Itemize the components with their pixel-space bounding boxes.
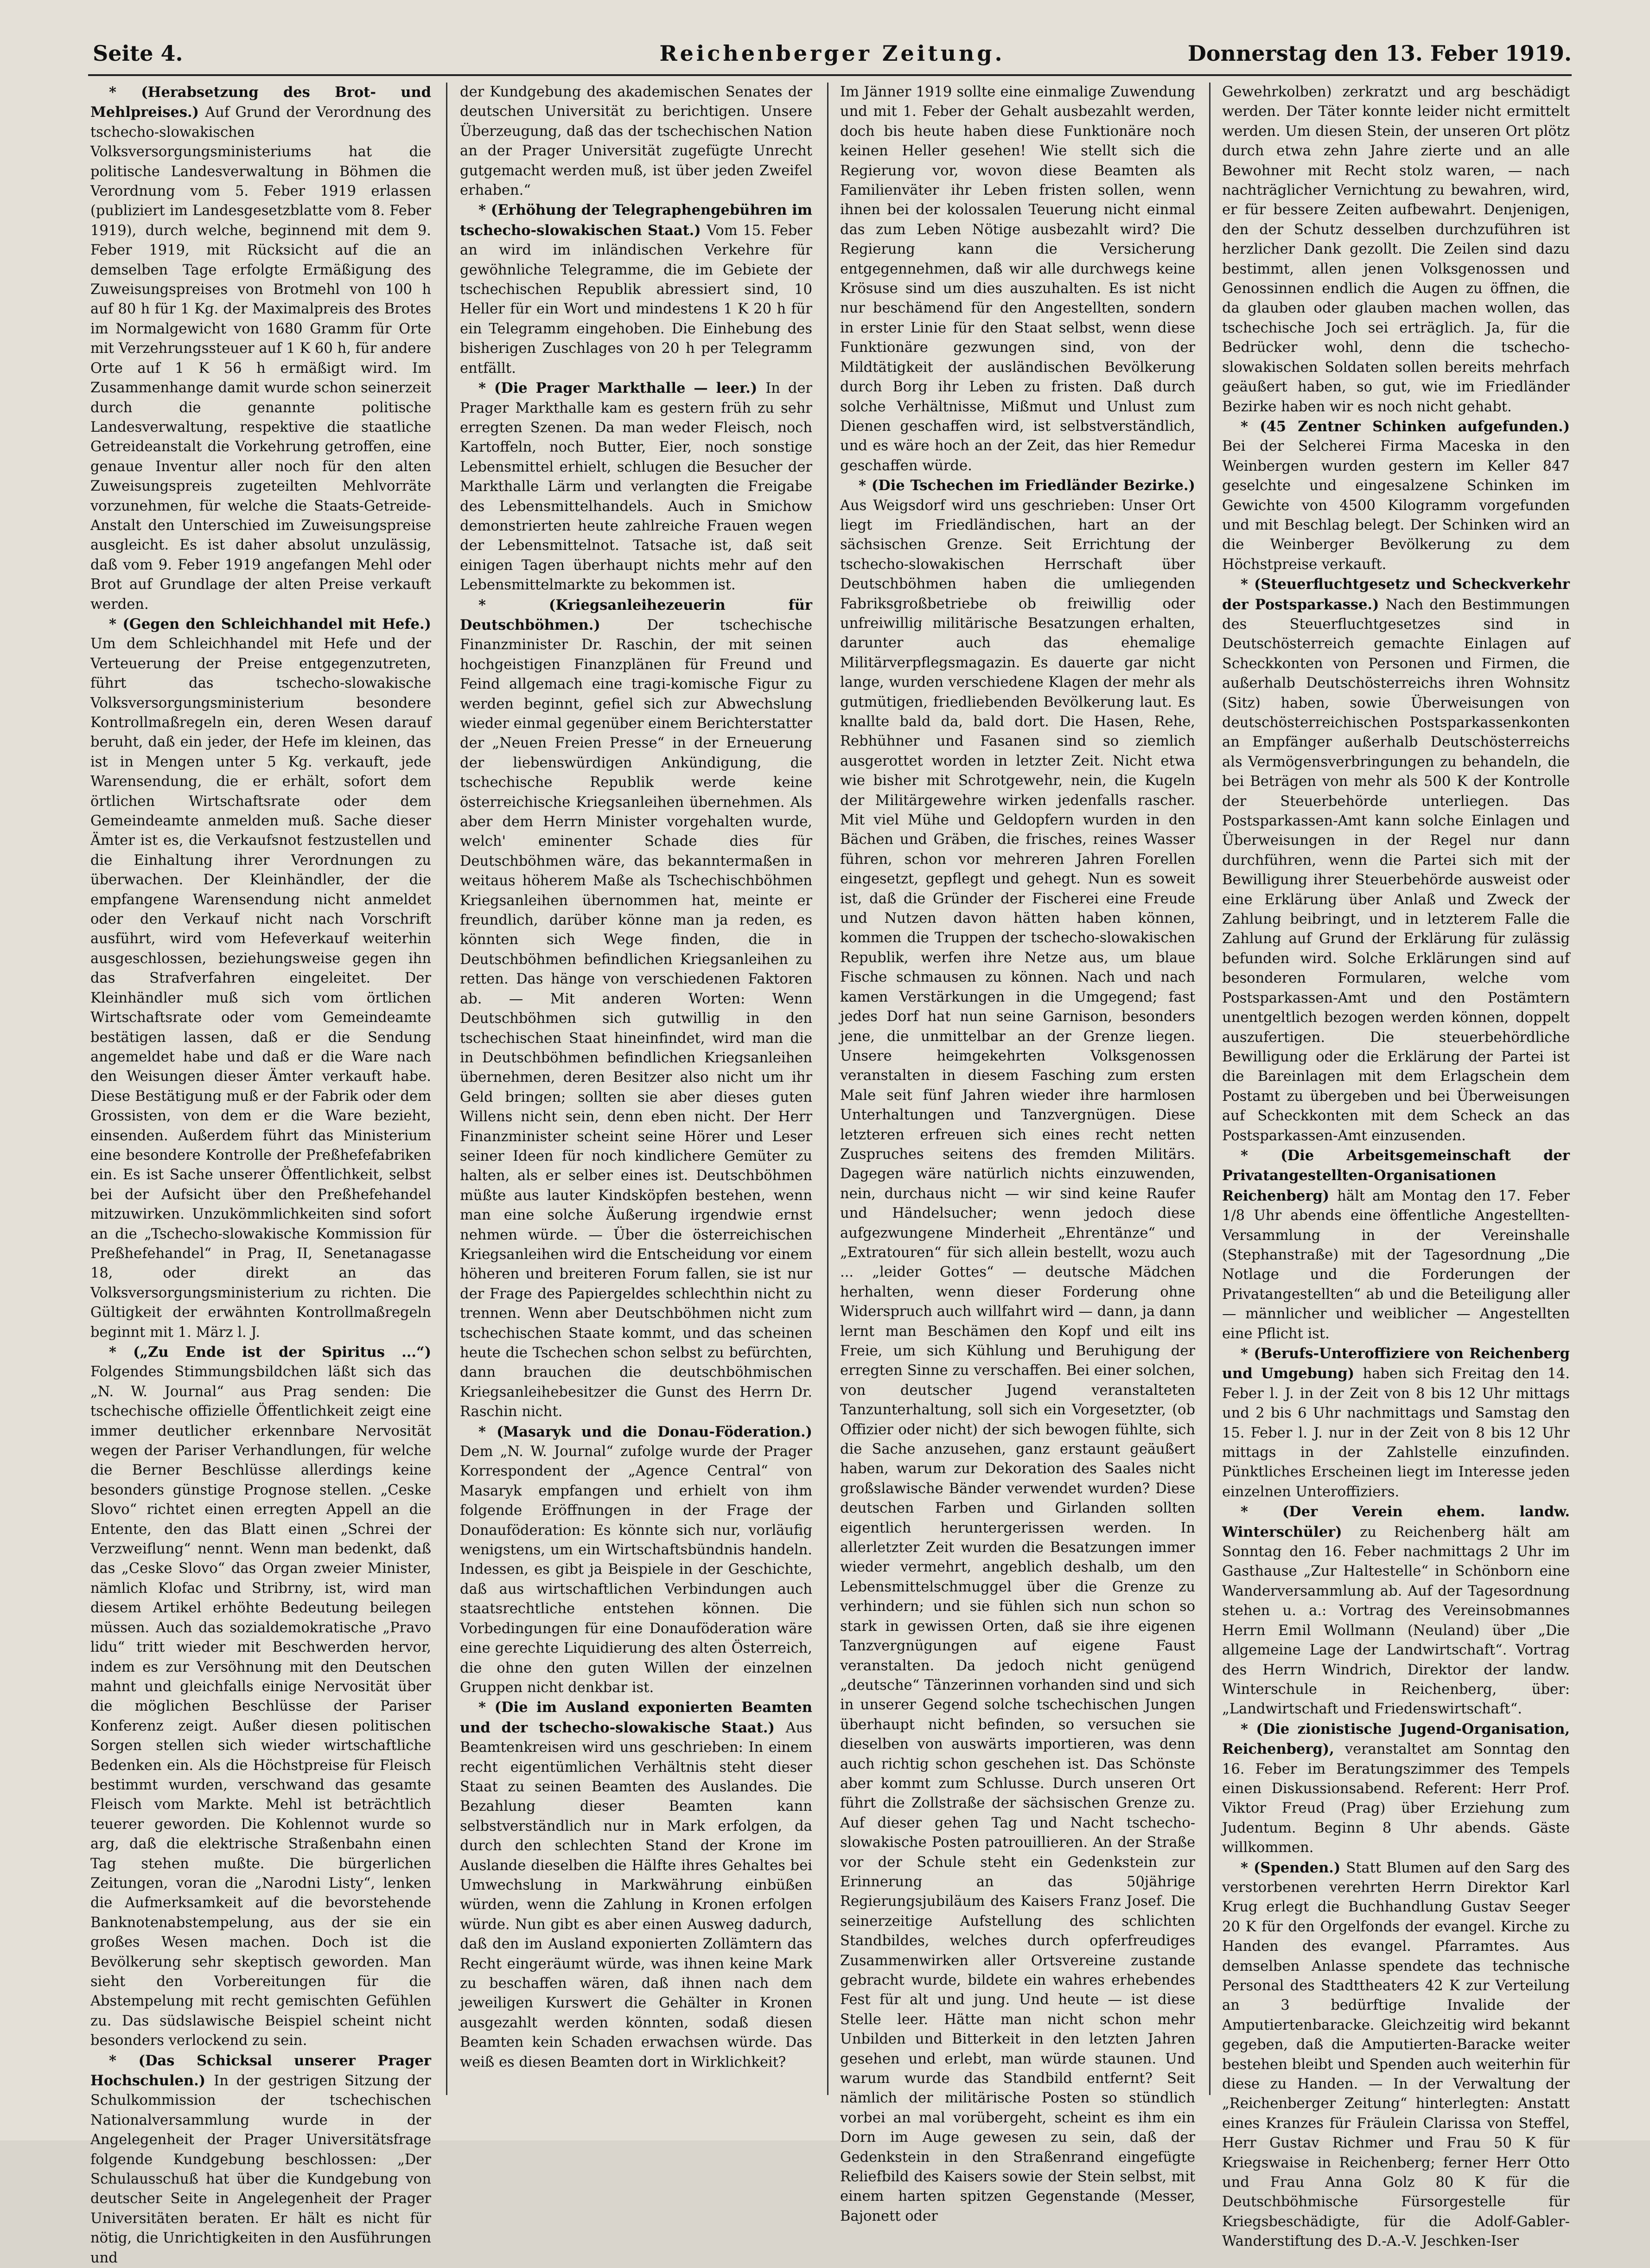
article-text: Der tschechische Finanzminister Dr. Raschin, der mit seinen hochgeistigen Finanzplänen für Freund und Feind allgemach eine tragi-komische Figur zu werden beginnt, gefiel sich zur Abwechslung wieder einmal gegenüber einem Berichterstatter der „Neuen Freien Presse“ in der Erneuerung der liebenswürdigen Ankündigung, die tschechische Republik werde keine österreichische Kriegsanleihen übernehmen. Als aber dem Herrn Minister vorgehalten wurde, welch' eminenter Schade dies für Deutschböhmen wäre, das bekanntermaßen in weitaus höherem Maße als Tschechischböhmen Kriegsanleihen übernommen hat, meinte er freundlich, darüber könne man ja reden, es könnten sich Wege finden, die in Deutschböhmen befindlichen Kriegsanleihen zu retten. Das hänge von verschiedenen Faktoren ab. — Mit anderen Worten: Wenn Deutschböhmen sich gutwillig in den tschechischen Staat hineinfindet, wird man die in Deutschböhmen befindlichen Kriegsanleihen übernehmen, deren Besitzer also nicht um ihr Geld bringen; sollten sie aber dieses guten Willens nicht sein, denn eben nicht. Der Herr Finanzminister scheint seine Hörer und Leser seiner Ideen für noch kindlichere Gemüter zu halten, als er selber eines ist. Deutschböhmen müßte aus lauter Kindsköpfen bestehen, wenn man eine solche Äußerung irgendwie ernst nehmen würde. — Über die österreichischen Kriegsanleihen wird die Entscheidung vor einem höheren und breiteren Forum fallen, sie ist nur der Frage des Papiergeldes schlechthin nicht zu trennen. Wenn aber Deutschböhmen nicht zum tschechischen Staate kommt, und das scheinen heute die Tschechen schon selbst zu befürchten, dann brauchen die deutschböhmischen Kriegsanleihebesitzer die Gunst des Herrn Dr. Raschin nicht.	[460, 617, 812, 1420]
column-4	[1222, 83, 1570, 2250]
article-heading: * („Zu Ende ist der Spiritus ...“)	[109, 1344, 431, 1361]
article-text: veranstaltet am Sonntag den 16. Feber im Beratungszimmer des Tempels einen Diskussionsabend. Referent: Herr Prof. Viktor Freud (Prag) über Erziehung zum Judentum. Beginn 8 Uhr abends. Gäste willkommen.	[1222, 1741, 1570, 1856]
article-paragraph	[90, 83, 431, 614]
article-text: Nach den Bestimmungen des Steuerfluchtgesetzes sind in Deutschösterreich gemachte Einlagen auf Scheckkonten von Personen und Firmen, die außerhalb Deutschösterreichs ihren Wohnsitz (Sitz) haben, sowie Überweisungen von deutschösterreichischen Postsparkassenkonten an Empfänger außerhalb Deutschösterreichs als Vermögensverbringungen zu behandeln, die bei Beträgen von mehr als 500 K der Kontrolle der Steuerbehörde unterliegen. Das Postsparkassen-Amt kann solche Einlagen und Überweisungen in der Regel nur dann durchführen, wenn die Partei sich mit der Bewilligung ihrer Steuerbehörde ausweist oder eine Erklärung über Anlaß und Zweck der Zahlung beibringt, und in letzterem Falle die Zahlung auf Grund der Erklärung für zulässig befunden wird. Solche Erklärungen sind auf besonderen Formularen, welche vom Postsparkassen-Amt und den Postämtern unentgeltlich bezogen werden können, doppelt auszufertigen. Die steuerbehördliche Bewilligung oder die Erklärung der Partei ist die Bareinlagen mit dem Erlagschein dem Postamt zu übergeben und bei Überweisungen auf Scheckkonten mit dem Scheck an das Postsparkassen-Amt einzusenden.	[1222, 596, 1570, 1144]
column-divider	[446, 83, 447, 2095]
article-heading: * (Herabsetzung des Brot- und Mehlpreises.)	[90, 84, 431, 121]
article-text: Aus Weigsdorf wird uns geschrieben: Unser Ort liegt im Friedländischen, hart an der sächsischen Grenze. Seit Errichtung der tschecho-slowakischen Herrschaft über Deutschböhmen haben die umliegenden Fabriksgroßbetriebe ob freiwillig oder unfreiwillig militärische Besatzungen erhalten, darunter auch das ehemalige Militärverpflegsmagazin. Es dauerte gar nicht lange, wurden verschiedene Klagen der mehr als gutmütigen, friedliebenden Bevölkerung laut. Es knallte bald da, bald dort. Die Hasen, Rehe, Rebhühner und Fasanen sind so ziemlich ausgerottet worden in letzter Zeit. Nicht etwa wie bisher mit Schrotgewehr, nein, die Kugeln der Militärgewehre wirken jedenfalls rascher. Mit viel Mühe und Geldopfern wurden in den Bächen und Gräben, die frisches, reines Wasser führen, schon vor mehreren Jahren Forellen eingesetzt, gepflegt und gehegt. Nun es soweit ist, daß die Gründer der Fischerei eine Freude und Nutzen davon hätten haben können, kommen die Truppen der tschecho-slowakischen Republik, werfen ihre Netze aus, um blaue Fische schmausen zu können. Nach und nach kamen Verstärkungen in die Umgegend; fast jedes Dorf hat nun seine Garnison, besonders jene, die unmittelbar an der Grenze liegen. Unsere heimgekehrten Volksgenossen veranstalten in diesem Fasching zum ersten Male seit fünf Jahren wieder ihre harmlosen Unterhaltungen und Tanzvergnügen. Diese letzteren erfreuen sich eines recht netten Zuspruches seitens des fremden Militärs. Dagegen wäre natürlich nichts einzuwenden, nein, durchaus nicht — wir sind keine Raufer und Händelsucher; wenn jedoch diese aufgezwungene Minderheit „Ehrentänze“ und „Extratouren“ für sich allein bestellt, wozu auch ... „leider Gottes“ — deutsche Mädchen herhalten, wenn dieser Forderung ohne Widerspruch auch willfahrt wird — dann, ja dann lernt man Beschämen den Kopf und eilt ins Freie, um sich Kühlung und Beruhigung der erregten Sinne zu verschaffen. Bei einer solchen, von deutscher Jugend veranstalteten Tanzunterhaltung, soll sich ein Vorgesetzter, (ob Offizier oder nicht) der sich bewogen fühlte, sich die Sache anzusehen, ganz erstaunt geäußert haben, warum zur Dekoration des Saales nicht großslawische Bänder verwendet wurden? Diese deutschen Farben und Girlanden sollten eigentlich heruntergerissen werden. In allerletzter Zeit wurden die Besatzungen immer wieder vermehrt, angeblich deshalb, um den Lebensmittelschmuggel über die Grenze zu verhindern; und sie fühlen sich nun schon so stark in gewissen Orten, daß sie ihre eigenen Tanzvergnügungen auf eigene Faust veranstalten. Da jedoch nicht genügend „deutsche“ Tänzerinnen vorhanden sind und sich in unserer Gegend solche tschechischen Jungen überhaupt nicht befinden, so versuchen sie dieselben von auswärts importieren, was denn auch richtig schon geschehen ist. Das Schönste aber kommt zum Schlusse. Durch unseren Ort führt die Zollstraße der sächsischen Grenze zu. Auf dieser gehen Tag und Nacht tschecho-slowakische Posten patrouillieren. An der Straße vor der Schule steht ein Gedenkstein zur Erinnerung an das 50jährige Regierungsjubiläum des Kaisers Franz Josef. Die seinerzeitige Aufstellung des schlichten Standbildes, welches durch opferfreudiges Zusammenwirken aller Ortsvereine zustande gebracht wurde, bildete ein wahres erhebendes Fest für alt und jung. Und heute — ist diese Stelle leer. Hätte man nicht schon mehr Unbilden und Bitterkeit in den letzten Jahren gesehen und erlebt, man würde staunen. Und warum wurde das Standbild entfernt? Seit nämlich der militärische Posten so stündlich vorbei an mal vorübergeht, scheint es ihm ein Dorn im Auge gewesen zu sein, daß der Gedenkstein in den Straßenrand eingefügte Reliefbild des Kaisers sowie der Stein selbst, mit einem harten spitzen Gegenstande (Messer, Bajonett oder	[840, 497, 1195, 2224]
article-paragraph	[1222, 1858, 1570, 2252]
article-text: Folgendes Stimmungsbildchen läßt sich das „N. W. Journal“ aus Prag senden: Die tschechische offizielle Öffentlichkeit zeigt eine immer deutlicher erkennbare Nervosität wegen der Pariser Verhandlungen, für welche die Berner Beschlüsse allerdings keine besonders günstige Prognose stellen. „Ceske Slovo“ richtet einen erregten Appell an die Entente, den das Blatt einen „Schrei der Verzweiflung“ nennt. Wenn man bedenkt, daß das „Ceske Slovo“ das Organ zweier Minister, nämlich Klofac und Stribrny, ist, wird man diesem Artikel erhöhte Bedeutung beilegen müssen. Auch das sozialdemokratische „Pravo lidu“ tritt wieder mit Beschwerden hervor, indem es zur Versöhnung mit den Deutschen mahnt und gleichfalls einige Nervosität über die möglichen Beschlüsse der Pariser Konferenz zeigt. Außer diesen politischen Sorgen stellen sich wieder wirtschaftliche Bedenken ein. Als die Höchstpreise für Fleisch bestimmt wurden, verschwand das gesamte Fleisch vom Markte. Mehl ist beträchtlich teuerer geworden. Die Kohlennot wurde so arg, daß die elektrische Straßenbahn einen Tag stehen mußte. Die bürgerlichen Zeitungen, voran die „Narodni Listy“, lenken die Aufmerksamkeit auf die bevorstehende Banknotenabstempelung, aus der sie ein großes Wesen machen. Doch ist die Bevölkerung sehr skeptisch geworden. Man sieht den Vorbereitungen für die Abstempelung mit recht gemischten Gefühlen zu. Das südslawische Beispiel scheint nicht besonders verlockend zu sein.	[90, 1364, 431, 2049]
article-paragraph	[1222, 1502, 1570, 1719]
masthead	[93, 41, 1572, 69]
article-paragraph	[840, 83, 1195, 476]
article-heading: * (Die Arbeitsgemeinschaft der Privatangestellten-Organisationen Reichenberg)	[1222, 1147, 1570, 1204]
article-heading: * (Berufs-Unteroffiziere von Reichenberg und Umgebung)	[1222, 1345, 1570, 1382]
article-heading: * (Masaryk und die Donau-Föderation.)	[478, 1423, 812, 1440]
article-paragraph	[90, 614, 431, 1342]
masthead-rule	[88, 74, 1572, 76]
article-text: Bei der Selcherei Firma Maceska in den Weinbergen wurden gestern im Keller 847 geselchte und eingesalzene Schinken im Gewichte von 4500 Kilogramm vorgefunden und mit Beschlag belegt. Der Schinken wird an die Weinberger Bevölkerung zu dem Höchstpreise verkauft.	[1222, 438, 1570, 573]
article-paragraph	[1222, 1146, 1570, 1344]
column-divider	[1209, 83, 1210, 2095]
column-3	[840, 83, 1195, 2224]
article-text: Gewehrkolben) zerkratzt und arg beschädigt werden. Der Täter konnte leider nicht ermittelt werden. Um diesen Stein, der unseren Ort plötz durch etwa zehn Jahre zierte und an alle Bewohner mit Recht stolz waren, — nach nachträglicher Vernichtung zu bewahren, wird, er für bessere Zeiten aufbewahrt. Denjenigen, den der Schutz desselben durchzuführen ist herzlicher Dank gezollt. Die Zeilen sind dazu bestimmt, allen jenen Volksgenossen und Genossinnen endlich die Augen zu öffnen, die da glauben oder glauben machen wollen, das tschechische Joch sei erträglich. Ja, für die Bedrücker wohl, denn die tschecho-slowakischen Soldaten sollen bereits mehrfach geäußert haben, so gut, wie im Friedländer Bezirke haben wir es noch nicht gehabt.	[1222, 84, 1570, 415]
article-paragraph	[1222, 1344, 1570, 1502]
article-text: Dem „N. W. Journal“ zufolge wurde der Prager Korrespondent der „Agence Central“ von Masaryk empfangen und erhielt von ihm folgende Eröffnungen in der Frage der Donauföderation: Es könnte sich nur, vorläufig wenigstens, um ein Wirtschaftsbündnis handeln. Indessen, es gibt ja Beispiele in der Geschichte, daß aus wirtschaftlichen Verbindungen auch staatsrechtliche entstehen können. Die Vorbedingungen für eine Donauföderation wäre eine gerechte Liquidierung des alten Österreich, die ohne den guten Willen der einzelnen Gruppen nicht denkbar ist.	[460, 1444, 812, 1696]
article-paragraph	[1222, 575, 1570, 1146]
article-text: In der Prager Markthalle kam es gestern früh zu sehr erregten Szenen. Da man weder Fleisch, noch Kartoffeln, noch Butter, Eier, noch sonstige Lebensmittel erhielt, schlugen die Besucher der Markthalle Lärm und verlangten die Freigabe des Lebensmittelhandels. Auch in Smichow demonstrierten heute zahlreiche Frauen wegen der Lebensmittelnot. Tatsache ist, daß seit einigen Tagen überhaupt nichts mehr auf den Lebensmittelmarkte zu bekommen ist.	[460, 380, 812, 594]
article-text: Vom 15. Feber an wird im inländischen Verkehre für gewöhnliche Telegramme, die im Gebiete der tschechischen Republik abressiert sind, 10 Heller für ein Wort und mindestens 1 K 20 h für ein Telegramm eingehoben. Die Einhebung des bisherigen Zuschlages von 20 h per Telegramm entfällt.	[460, 222, 812, 377]
column-2	[460, 83, 812, 2095]
article-paragraph	[840, 476, 1195, 2226]
article-heading: * (Die Prager Markthalle — leer.)	[478, 380, 766, 397]
article-heading: * (Kriegsanleihezeuerin für Deutschböhmen.)	[460, 596, 812, 633]
article-heading: * (Erhöhung der Telegraphengebühren im tschecho-slowakischen Staat.)	[460, 202, 812, 239]
article-text: In der gestrigen Sitzung der Schulkommission der tschechischen Nationalversammlung wurde in der Angelegenheit der Prager Universitätsfrage folgende Kundgebung beschlossen: „Der Schulausschuß hat über die Kundgebung von deutscher Seite in Angelegenheit der Prager Universitäten beraten. Er hält es nicht für nötig, die Unrichtigkeiten in den Ausführungen und	[90, 2073, 431, 2266]
article-heading: * (Gegen den Schleichhandel mit Hefe.)	[109, 615, 431, 632]
article-heading: * (Spenden.)	[1241, 1859, 1346, 1876]
article-paragraph	[90, 2051, 431, 2268]
article-text: Auf Grund der Verordnung des tschecho-slowakischen Volksversorgungsministeriums hat die politische Landesverwaltung in Böhmen die Verordnung vom 5. Feber 1919 erlassen (publiziert im Landesgesetzblatte vom 8. Feber 1919), durch welche, beginnend mit dem 9. Feber 1919, mit Rücksicht auf die an demselben Tage erfolgte Ermäßigung des Zuweisungspreises von Brotmehl von 100 h auf 80 h für 1 Kg. der Maximalpreis des Brotes im Normalgewicht von 1680 Gramm für Orte mit Verzehrungssteuer auf 1 K 60 h, für andere Orte auf 1 K 56 h ermäßigt wird. Im Zusammenhange damit wurde schon seinerzeit durch die genannte politische Landesverwaltung, respektive die staatliche Getreideanstalt die Vorkehrung getroffen, eine genaue Inventur aller noch für den alten Zuweisungspreis zugeteilten Mehlvorräte vorzunehmen, für welche die Staats-Getreide-Anstalt den Unterschied im Zuweisungspreise ausgleicht. Es ist daher absolut unzulässig, daß vom 9. Feber 1919 angefangen Mehl oder Brot auf Grundlage der alten Preise verkauft werden.	[90, 104, 432, 613]
issue-date: Donnerstag den 13. Feber 1919.	[1187, 41, 1572, 66]
article-paragraph	[460, 200, 812, 378]
article-paragraph	[460, 83, 812, 200]
article-heading: * (Der Verein ehem. landw. Winterschüler)	[1222, 1503, 1570, 1540]
article-heading: * (Die Tschechen im Friedländer Bezirke.)	[859, 477, 1195, 494]
article-text: Statt Blumen auf den Sarg des verstorbenen verehrten Herrn Direktor Karl Krug erlegt die Buchhandlung Gustav Seeger 20 K für den Orgelfonds der evangel. Kirche zu Handen des evangel. Pfarramtes. Aus demselben Anlasse spendete das technische Personal des Stadttheaters 42 K zur Verteilung an 3 bedürftige Invalide der Amputiertenbaracke. Gleichzeitig wird bekannt gegeben, daß die Amputierten-Baracke weiter bestehen bleibt und Spenden auch weiterhin für diese zu Handen. — In der Verwaltung der „Reichenberger Zeitung“ hinterlegten: Anstatt eines Kranzes für Fräulein Clarissa von Steffel, Herr Gustav Richmer und Frau 50 K für Kriegswaise in Reichenberg; ferner Herr Otto und Frau Anna Golz 80 K für die Deutschböhmische Fürsorgestelle für Kriegsbeschädigte, für die Adolf-Gabler-Wanderstiftung des D.-A.-V. Jeschken-Iser	[1222, 1859, 1570, 2250]
article-text: der Kundgebung des akademischen Senates der deutschen Universität zu berichtigen. Unsere Überzeugung, daß das der tschechischen Nation an der Prager Universität zugefügte Unrecht gutgemacht werden muß, ist über jeden Zweifel erhaben.“	[460, 84, 812, 199]
page-number: Seite 4.	[93, 41, 183, 66]
article-paragraph	[460, 378, 812, 595]
article-heading: * (Das Schicksal unserer Prager Hochschulen.)	[90, 2052, 431, 2089]
article-paragraph	[460, 595, 812, 1422]
article-paragraph	[460, 1698, 812, 2072]
article-paragraph	[90, 1342, 431, 2051]
article-text: Um dem Schleichhandel mit Hefe und der Verteuerung der Preise entgegenzutreten, führt das tschecho-slowakische Volksversorgungsministerium besondere Kontrollmaßregeln ein, deren Wesen darauf beruht, daß ein jeder, der Hefe im kleinen, das ist in Mengen unter 5 Kg. verkauft, jede Warensendung, die er erhält, sofort dem örtlichen Wirtschaftsrate oder dem Gemeindeamte anmelden muß. Sache dieser Ämter ist es, die Verkaufsnot festzustellen und die Einhaltung ihrer Verordnungen zu überwachen. Der Kleinhändler, der die empfangene Warensendung nicht anmeldet oder den Verkauf nicht nach Vorschrift ausführt, wird vom Hefeverkauf weiterhin ausgeschlossen, beziehungsweise gegen ihn das Strafverfahren eingeleitet. Der Kleinhändler muß sich vom örtlichen Wirtschaftsrate oder vom Gemeindeamte bestätigen lassen, daß er die Sendung angemeldet habe und daß er die Ware nach den Weisungen dieser Ämter verkauft habe. Diese Bestätigung muß er der Fabrik oder dem Grossisten, von dem er die Ware bezieht, einsenden. Außerdem führt das Ministerium eine besondere Kontrolle der Preßhefefabriken ein. Es ist Sache unserer Öffentlichkeit, selbst bei der Aufsicht über den Preßhefehandel mitzuwirken. Unzukömmlichkeiten sind sofort an die „Tschecho-slowakische Kommission für Preßhefehandel“ in Prag, II, Senetanagasse 18, oder direkt an das Volksversorgungsministerium zu richten. Die Gültigkeit der erwähnten Kontrollmaßregeln beginnt mit 1. März l. J.	[90, 636, 431, 1341]
article-heading: * (Steuerfluchtgesetz und Scheckverkehr der Postsparkasse.)	[1222, 576, 1570, 613]
column-divider	[827, 83, 828, 2095]
article-heading: * (45 Zentner Schinken aufgefunden.)	[1241, 418, 1570, 435]
article-text: hält am Montag den 17. Feber 1/8 Uhr abends eine öffentliche Angestellten-Versammlung in der Vereinshalle (Stephanstraße) mit der Tagesordnung „Die Notlage und die Forderungen der Privatangestellten“ ab und die Beteiligung aller — männlicher und weiblicher — Angestellten eine Pflicht ist.	[1222, 1188, 1570, 1342]
article-paragraph	[1222, 83, 1570, 417]
article-text: zu Reichenberg hält am Sonntag den 16. Feber nachmittags 2 Uhr im Gasthause „Zur Haltestelle“ in Schönborn eine Wanderversammlung ab. Auf der Tagesordnung stehen u. a.: Vortrag des Vereinsobmannes Herrn Emil Wollmann (Neuland) über „Die allgemeine Lage der Landwirtschaft“. Vortrag des Herrn Windrich, Direktor der landw. Winterschule in Reichenberg, über: „Landwirtschaft und Friedenswirtschaft“.	[1222, 1524, 1570, 1718]
article-paragraph	[460, 1422, 812, 1698]
article-paragraph	[1222, 1719, 1570, 1858]
article-heading: * (Die zionistische Jugend-Organisation, Reichenberg),	[1222, 1720, 1570, 1758]
article-paragraph	[1222, 417, 1570, 575]
article-heading: * (Die im Ausland exponierten Beamten und der tschecho-slowakische Staat.)	[460, 1699, 812, 1736]
column-1	[90, 83, 432, 2266]
article-text: Aus Beamtenkreisen wird uns geschrieben: In einem recht eigentümlichen Verhältnis steht dieser Staat zu seinen Beamten des Auslandes. Die Bezahlung dieser Beamten kann selbstverständlich nur in Mark erfolgen, da durch den schlechten Stand der Krone im Auslande dieselben die Hälfte ihres Gehaltes bei Umwechslung in Markwährung einbüßen würden, wenn die Zahlung in Kronen erfolgen würde. Nun gibt es aber einen Ausweg dadurch, daß den im Ausland exponierten Zollämtern das Recht eingeräumt würde, was ihnen keine Mark zu beschaffen wären, daß ihnen nach dem jeweiligen Kurswert die Gehälter in Kronen ausgezahlt werden könnten, sodaß diesen Beamten kein Schaden erwachsen würde. Das weiß es diesen Beamten dort in Wirklichkeit?	[460, 1719, 812, 2070]
article-text: Im Jänner 1919 sollte eine einmalige Zuwendung und mit 1. Feber der Gehalt ausbezahlt werden, doch bis heute haben diese Funktionäre noch keinen Heller gesehen! Wie stellt sich die Regierung vor, wovon diese Beamten als Familienväter ihr Leben fristen sollen, wenn ihnen bei der kolossalen Teuerung nicht einmal das zum Leben Nötige ausbezahlt wird? Die Regierung kann die Versicherung entgegennehmen, daß wir alle durchwegs keine Krösuse sind um dies auszuhalten. Es ist nicht nur beschämend für den Angestellten, sondern in erster Linie für den Staat selbst, wenn diese Funktionäre gezwungen sind, von der Mildtätigkeit der ausländischen Bevölkerung durch Borg ihr Leben zu fristen. Daß durch solche Verhältnisse, Mißmut und Unlust zum Dienen geschaffen wird, ist selbstverständlich, und es wäre hoch an der Zeit, das hier Remedur geschaffen würde.	[840, 84, 1195, 474]
newspaper-title: Reichenberger Zeitung.	[659, 41, 1005, 66]
article-text: haben sich Freitag den 14. Feber l. J. in der Zeit von 8 bis 12 Uhr mittags und 2 bis 6 Uhr nachmittags und Samstag den 15. Feber l. J. nur in der Zeit von 8 bis 12 Uhr mittags in der Zahlstelle einzufinden. Pünktliches Erscheinen liegt im Interesse jeden einzelnen Unteroffiziers.	[1222, 1366, 1570, 1500]
